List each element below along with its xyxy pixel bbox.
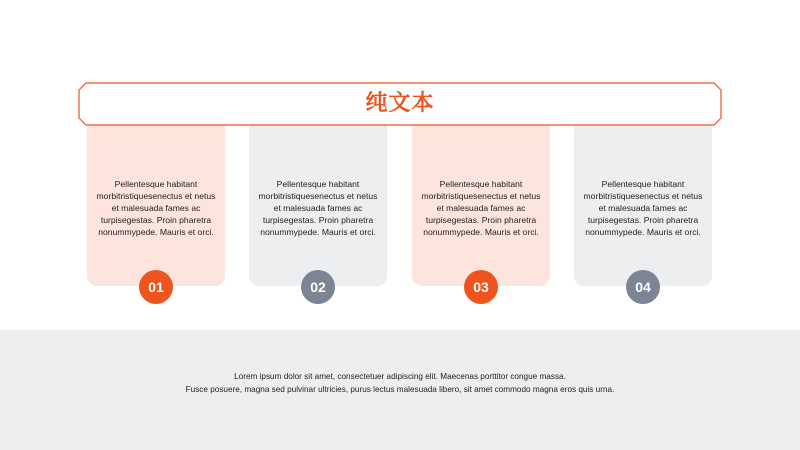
page-title: 纯文本 xyxy=(365,91,435,116)
card-2-number-badge: 02 xyxy=(301,270,335,304)
card-1-number-badge: 01 xyxy=(139,270,173,304)
card-4 xyxy=(574,112,712,286)
card-3-number-badge: 03 xyxy=(464,270,498,304)
footer xyxy=(0,330,800,450)
card-4-text: Pellentesque habitant morbitristiquesenectus et netus et malesuada fames ac turpisegestas. Proin pharetra nonummypede. Mauris et orci. xyxy=(583,179,703,237)
card-3 xyxy=(412,112,550,286)
card-1-text: Pellentesque habitant morbitristiquesenectus et netus et malesuada fames ac turpisegestas. Proin pharetra nonummypede. Mauris et orci. xyxy=(96,179,216,237)
card-2-text: Pellentesque habitant morbitristiquesenectus et netus et malesuada fames ac turpisegestas. Proin pharetra nonummypede. Mauris et orci. xyxy=(258,179,378,237)
title-banner xyxy=(78,82,722,126)
card-4-number-badge: 04 xyxy=(626,270,660,304)
footer-text-line-1: Lorem ipsum dolor sit amet, consectetuer adipiscing elit. Maecenas porttitor congue massa. xyxy=(234,372,566,381)
card-1 xyxy=(87,112,225,286)
footer-text-line-2: Fusce posuere, magna sed pulvinar ultricies, purus lectus malesuada libero, sit amet commodo magna eros quis urna. xyxy=(185,385,615,394)
card-2 xyxy=(249,112,387,286)
card-3-text: Pellentesque habitant morbitristiquesenectus et netus et malesuada fames ac turpisegestas. Proin pharetra nonummypede. Mauris et orci. xyxy=(421,179,541,237)
